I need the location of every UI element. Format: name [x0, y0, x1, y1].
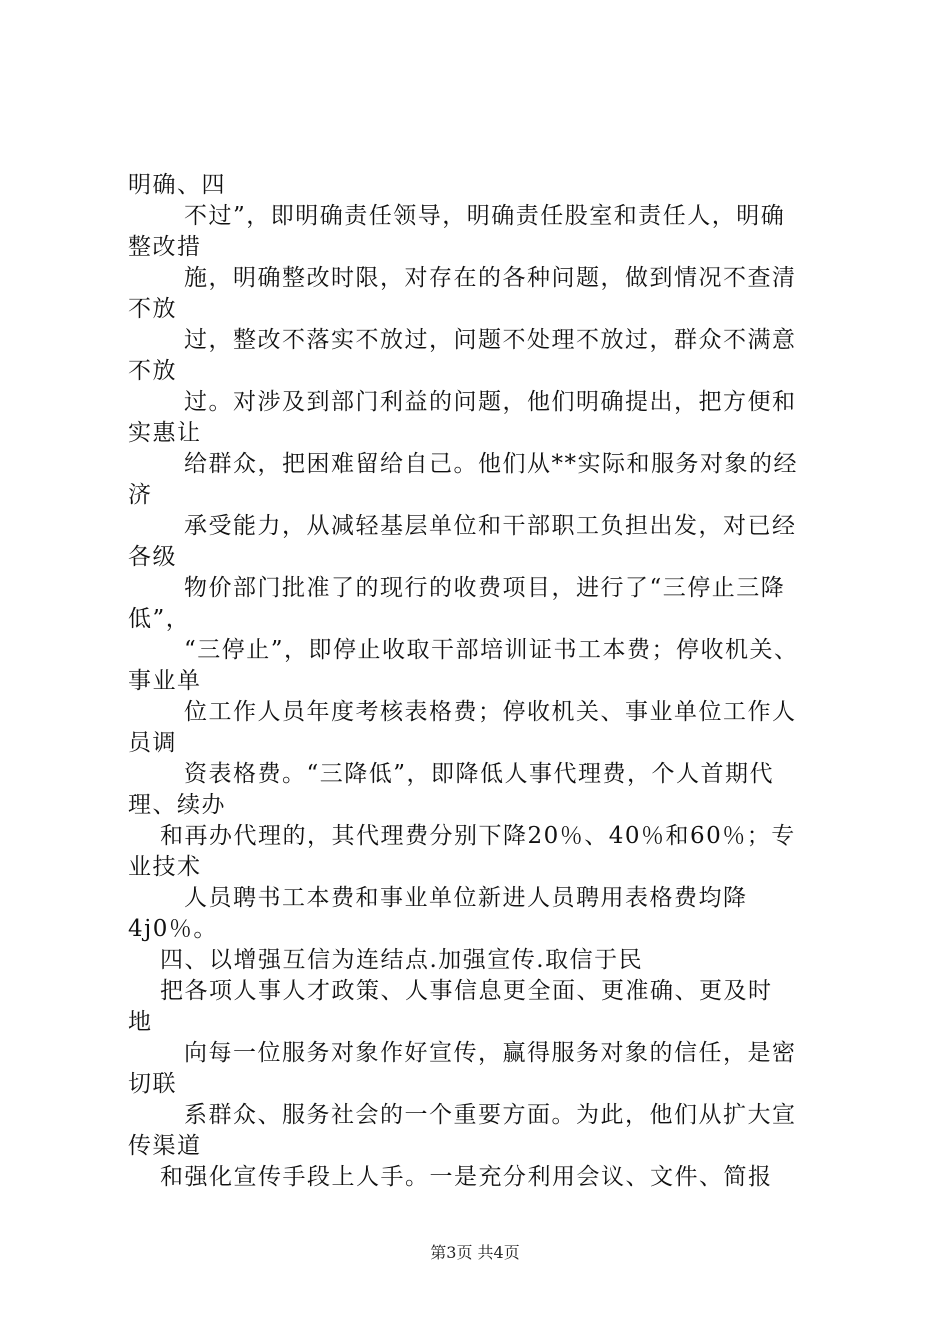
text-line: 实惠让 [128, 420, 202, 446]
text-line: 承受能力，从减轻基层单位和干部职工负担出发，对已经 [184, 513, 797, 539]
text-line: 资表格费。“三降低”，即降低人事代理费，个人首期代 [184, 761, 775, 787]
text-line: 明确、四 [128, 172, 226, 198]
text-line: 切联 [128, 1071, 177, 1097]
text-line: 给群众，把困难留给自己。他们从**实际和服务对象的经 [184, 451, 798, 477]
text-line: 事业单 [128, 668, 202, 694]
text-line: 和强化宣传手段上人手。一是充分利用会议、文件、简报 [160, 1164, 773, 1190]
page-footer [0, 1243, 950, 1263]
text-line: 不过”，即明确责任领导，明确责任股室和责任人，明确 [184, 203, 786, 229]
text-line: 4j0％。 [128, 916, 218, 942]
text-line: 济 [128, 482, 153, 508]
text-line: 业技术 [128, 854, 202, 880]
text-line: 施，明确整改时限，对存在的各种问题，做到情况不查清 [184, 265, 797, 291]
text-line: 物价部门批准了的现行的收费项目，进行了“三停止三降 [184, 575, 786, 601]
text-line: 整改措 [128, 234, 202, 260]
text-line: 把各项人事人才政策、人事信息更全面、更准确、更及时 [160, 978, 773, 1004]
text-line: 传渠道 [128, 1133, 202, 1159]
text-line: 各级 [128, 544, 177, 570]
text-line: “三停止”，即停止收取干部培训证书工本费；停收机关、 [184, 637, 799, 663]
text-line: 地 [128, 1009, 153, 1035]
text-line: 员调 [128, 730, 177, 756]
text-line: 系群众、服务社会的一个重要方面。为此，他们从扩大宣 [184, 1102, 797, 1128]
text-line: 人员聘书工本费和事业单位新进人员聘用表格费均降 [184, 885, 748, 911]
text-line: 不放 [128, 296, 177, 322]
text-line: 过，整改不落实不放过，问题不处理不放过，群众不满意 [184, 327, 797, 353]
text-line: 向每一位服务对象作好宣传，赢得服务对象的信任，是密 [184, 1040, 797, 1066]
text-line: 过。对涉及到部门利益的问题，他们明确提出，把方便和 [184, 389, 797, 415]
section-heading: 四、以增强互信为连结点.加强宣传.取信于民 [160, 947, 644, 973]
text-line: 低”， [128, 606, 191, 632]
text-line: 理、续办 [128, 792, 226, 818]
text-line: 位工作人员年度考核表格费；停收机关、事业单位工作人 [184, 699, 797, 725]
text-line: 和再办代理的，其代理费分别下降20％、40％和60％；专 [160, 823, 796, 849]
text-line: 不放 [128, 358, 177, 384]
page-number-label: 第3页 共4页 [430, 1243, 520, 1262]
body-text [128, 170, 848, 1193]
